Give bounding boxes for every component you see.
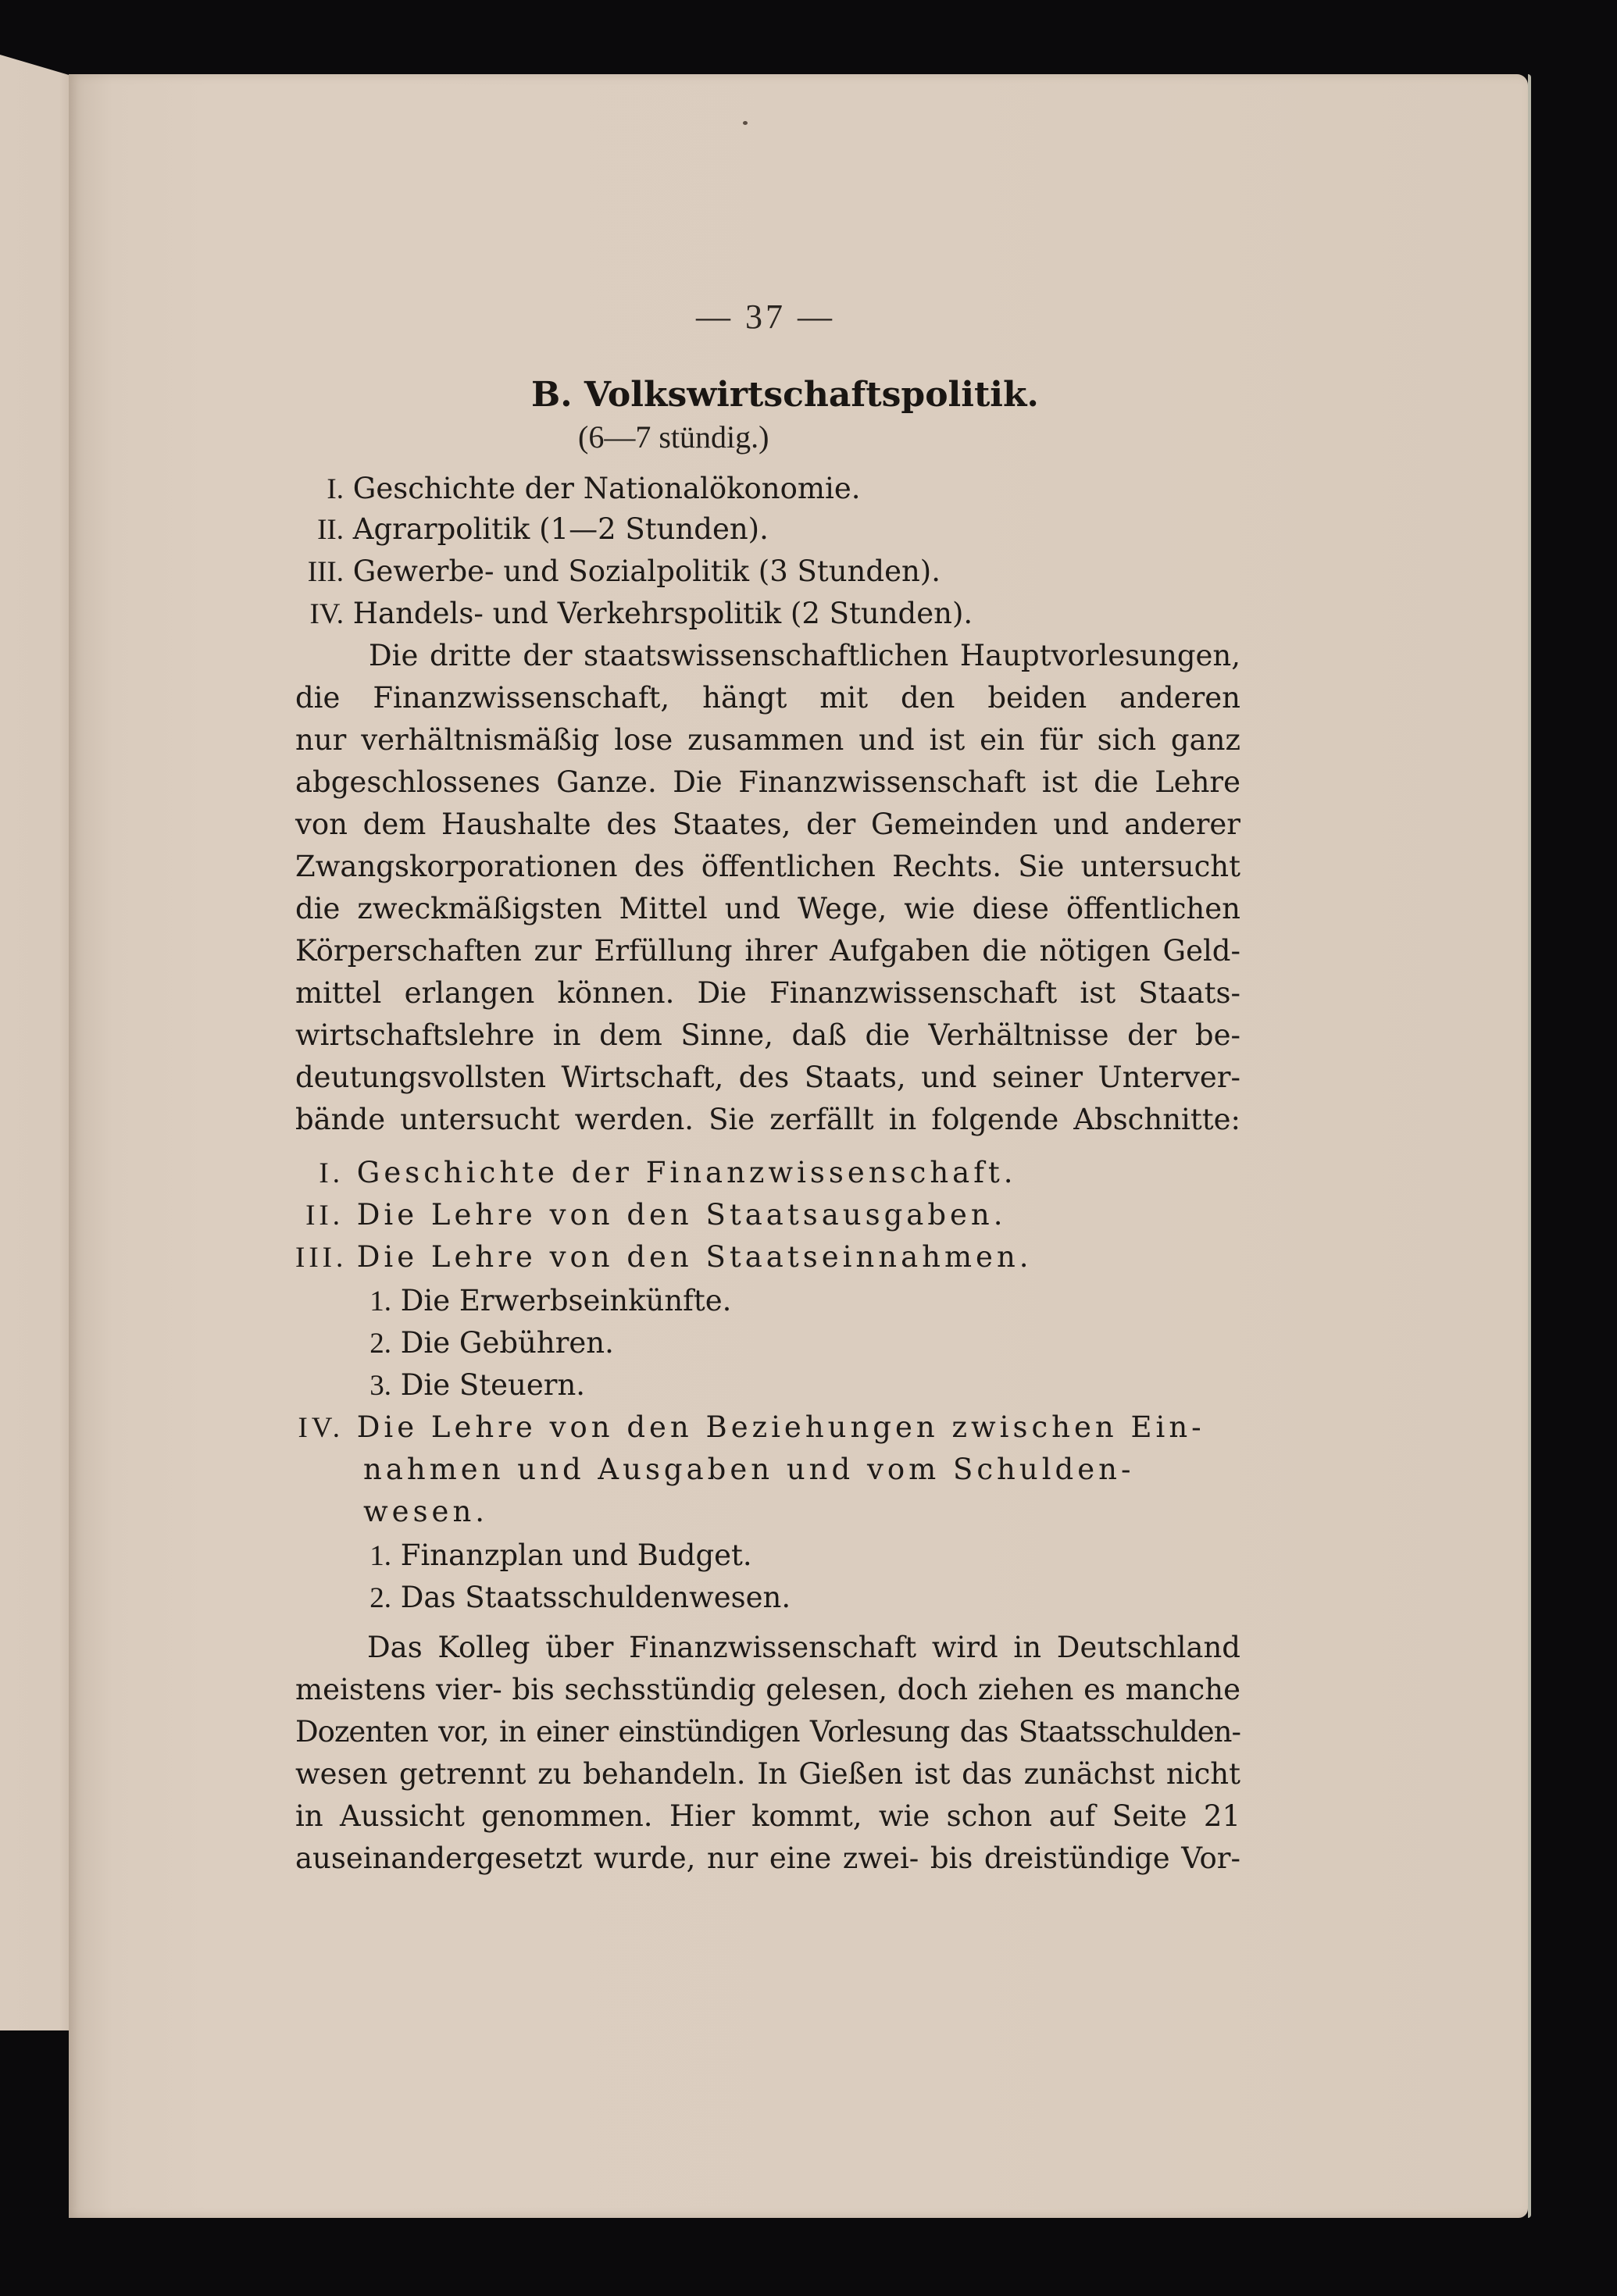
outline-subitem [363, 1535, 1308, 1576]
item-numeral: IV. [309, 598, 344, 630]
outline-text: Finanzplan und Budget. [400, 1538, 752, 1572]
paragraph-line: Zwangskorporationen des öffentlichen Rechts. Sie untersucht [295, 850, 1240, 883]
paragraph-line: wirtschaftslehre in dem Sinne, daß die Verhältnisse der be- [295, 1018, 1240, 1052]
paper-speck [743, 121, 748, 125]
outline-numeral: IV. [298, 1412, 344, 1444]
section-b-item [295, 509, 1240, 550]
outline-text: Die Erwerbseinkünfte. [400, 1284, 732, 1317]
page-number: — 37 — [696, 298, 835, 336]
item-text: Handels- und Verkehrspolitik (2 Stunden). [352, 597, 973, 630]
outline-subitem [363, 1281, 1308, 1321]
item-text: Gewerbe- und Sozialpolitik (3 Stunden). [352, 554, 941, 588]
paragraph-line: die Finanzwissenschaft, hängt mit den beiden anderen [295, 681, 1240, 715]
section-b-item [295, 594, 1240, 634]
outline-subitem [363, 1578, 1308, 1618]
outline-text: Die Lehre von den Beziehungen zwischen Ein- [356, 1410, 1205, 1444]
paragraph-line: in Aussicht genommen. Hier kommt, wie schon auf Seite 21 [295, 1799, 1240, 1833]
outline-numeral: 2. [369, 1328, 391, 1360]
paragraph-line: deutungsvollsten Wirtschaft, des Staats, und seiner Unterver- [295, 1061, 1240, 1094]
outline-text: Die Lehre von den Staatsausgaben. [356, 1198, 1007, 1232]
paragraph-line: abgeschlossenes Ganze. Die Finanzwissenschaft ist die Lehre [295, 765, 1240, 799]
outline-text: Das Staatsschuldenwesen. [400, 1581, 791, 1614]
section-subheading: (6—7 stündig.) [578, 419, 769, 455]
outline-item [295, 1407, 1240, 1448]
outline-text: Die Steuern. [400, 1368, 586, 1402]
paragraph-line: auseinandergesetzt wurde, nur eine zwei- bis dreistündige Vor- [295, 1841, 1240, 1875]
item-numeral: I. [327, 473, 344, 505]
outline-item [295, 1195, 1240, 1235]
outline-subitem [363, 1365, 1308, 1406]
outline-numeral: 2. [369, 1582, 391, 1614]
paragraph-line: von dem Haushalte des Staates, der Gemeinden und anderer [295, 808, 1240, 841]
outline-text: Geschichte der Finanzwissenschaft. [356, 1156, 1017, 1189]
paragraph-line: Dozenten vor, in einer einstündigen Vorlesung das Staatsschulden- [295, 1715, 1240, 1749]
outline-numeral: I. [319, 1157, 344, 1189]
section-b-item [295, 469, 1240, 509]
outline-numeral: 3. [369, 1370, 391, 1402]
item-text: Geschichte der Nationalökonomie. [352, 472, 861, 505]
section-b-item [295, 551, 1240, 592]
outline-numeral: 1. [369, 1540, 391, 1572]
outline-numeral: 1. [369, 1285, 391, 1317]
outline-item [295, 1153, 1240, 1193]
outline-continuation: nahmen und Ausgaben und vom Schulden- [363, 1453, 1135, 1486]
paragraph-line: mittel erlangen können. Die Finanzwissenschaft ist Staats- [295, 976, 1240, 1010]
outline-numeral: II. [305, 1200, 344, 1232]
outline-subitem [363, 1323, 1308, 1364]
paragraph-line: Das Kolleg über Finanzwissenschaft wird in Deutschland [367, 1631, 1240, 1664]
outline-text: Die Gebühren. [400, 1326, 614, 1360]
paragraph-line: Körperschaften zur Erfüllung ihrer Aufgaben die nötigen Geld- [295, 934, 1240, 968]
paragraph-line: nur verhältnismäßig lose zusammen und ist ein für sich ganz [295, 723, 1240, 757]
outline-text: Die Lehre von den Staatseinnahmen. [356, 1240, 1033, 1274]
page-edge [1528, 74, 1531, 2218]
paragraph-line: meistens vier- bis sechsstündig gelesen, doch ziehen es manche [295, 1673, 1240, 1706]
paragraph-line: wesen getrennt zu behandeln. In Gießen ist das zunächst nicht [295, 1757, 1240, 1791]
outline-numeral: III. [295, 1242, 348, 1274]
section-heading: B. Volkswirtschaftspolitik. [531, 375, 1039, 415]
outline-continuation: wesen. [363, 1495, 489, 1528]
paragraph-line: Die dritte der staatswissenschaftlichen Hauptvorlesungen, [369, 639, 1240, 672]
item-text: Agrarpolitik (1—2 Stunden). [352, 512, 769, 546]
outline-item [295, 1237, 1240, 1278]
paragraph-line: die zweckmäßigsten Mittel und Wege, wie diese öffentlichen [295, 892, 1240, 925]
left-page-edge [0, 55, 74, 2030]
item-numeral: III. [307, 556, 344, 588]
item-numeral: II. [317, 514, 344, 546]
paragraph-line: bände untersucht werden. Sie zerfällt in folgende Abschnitte: [295, 1103, 1240, 1136]
